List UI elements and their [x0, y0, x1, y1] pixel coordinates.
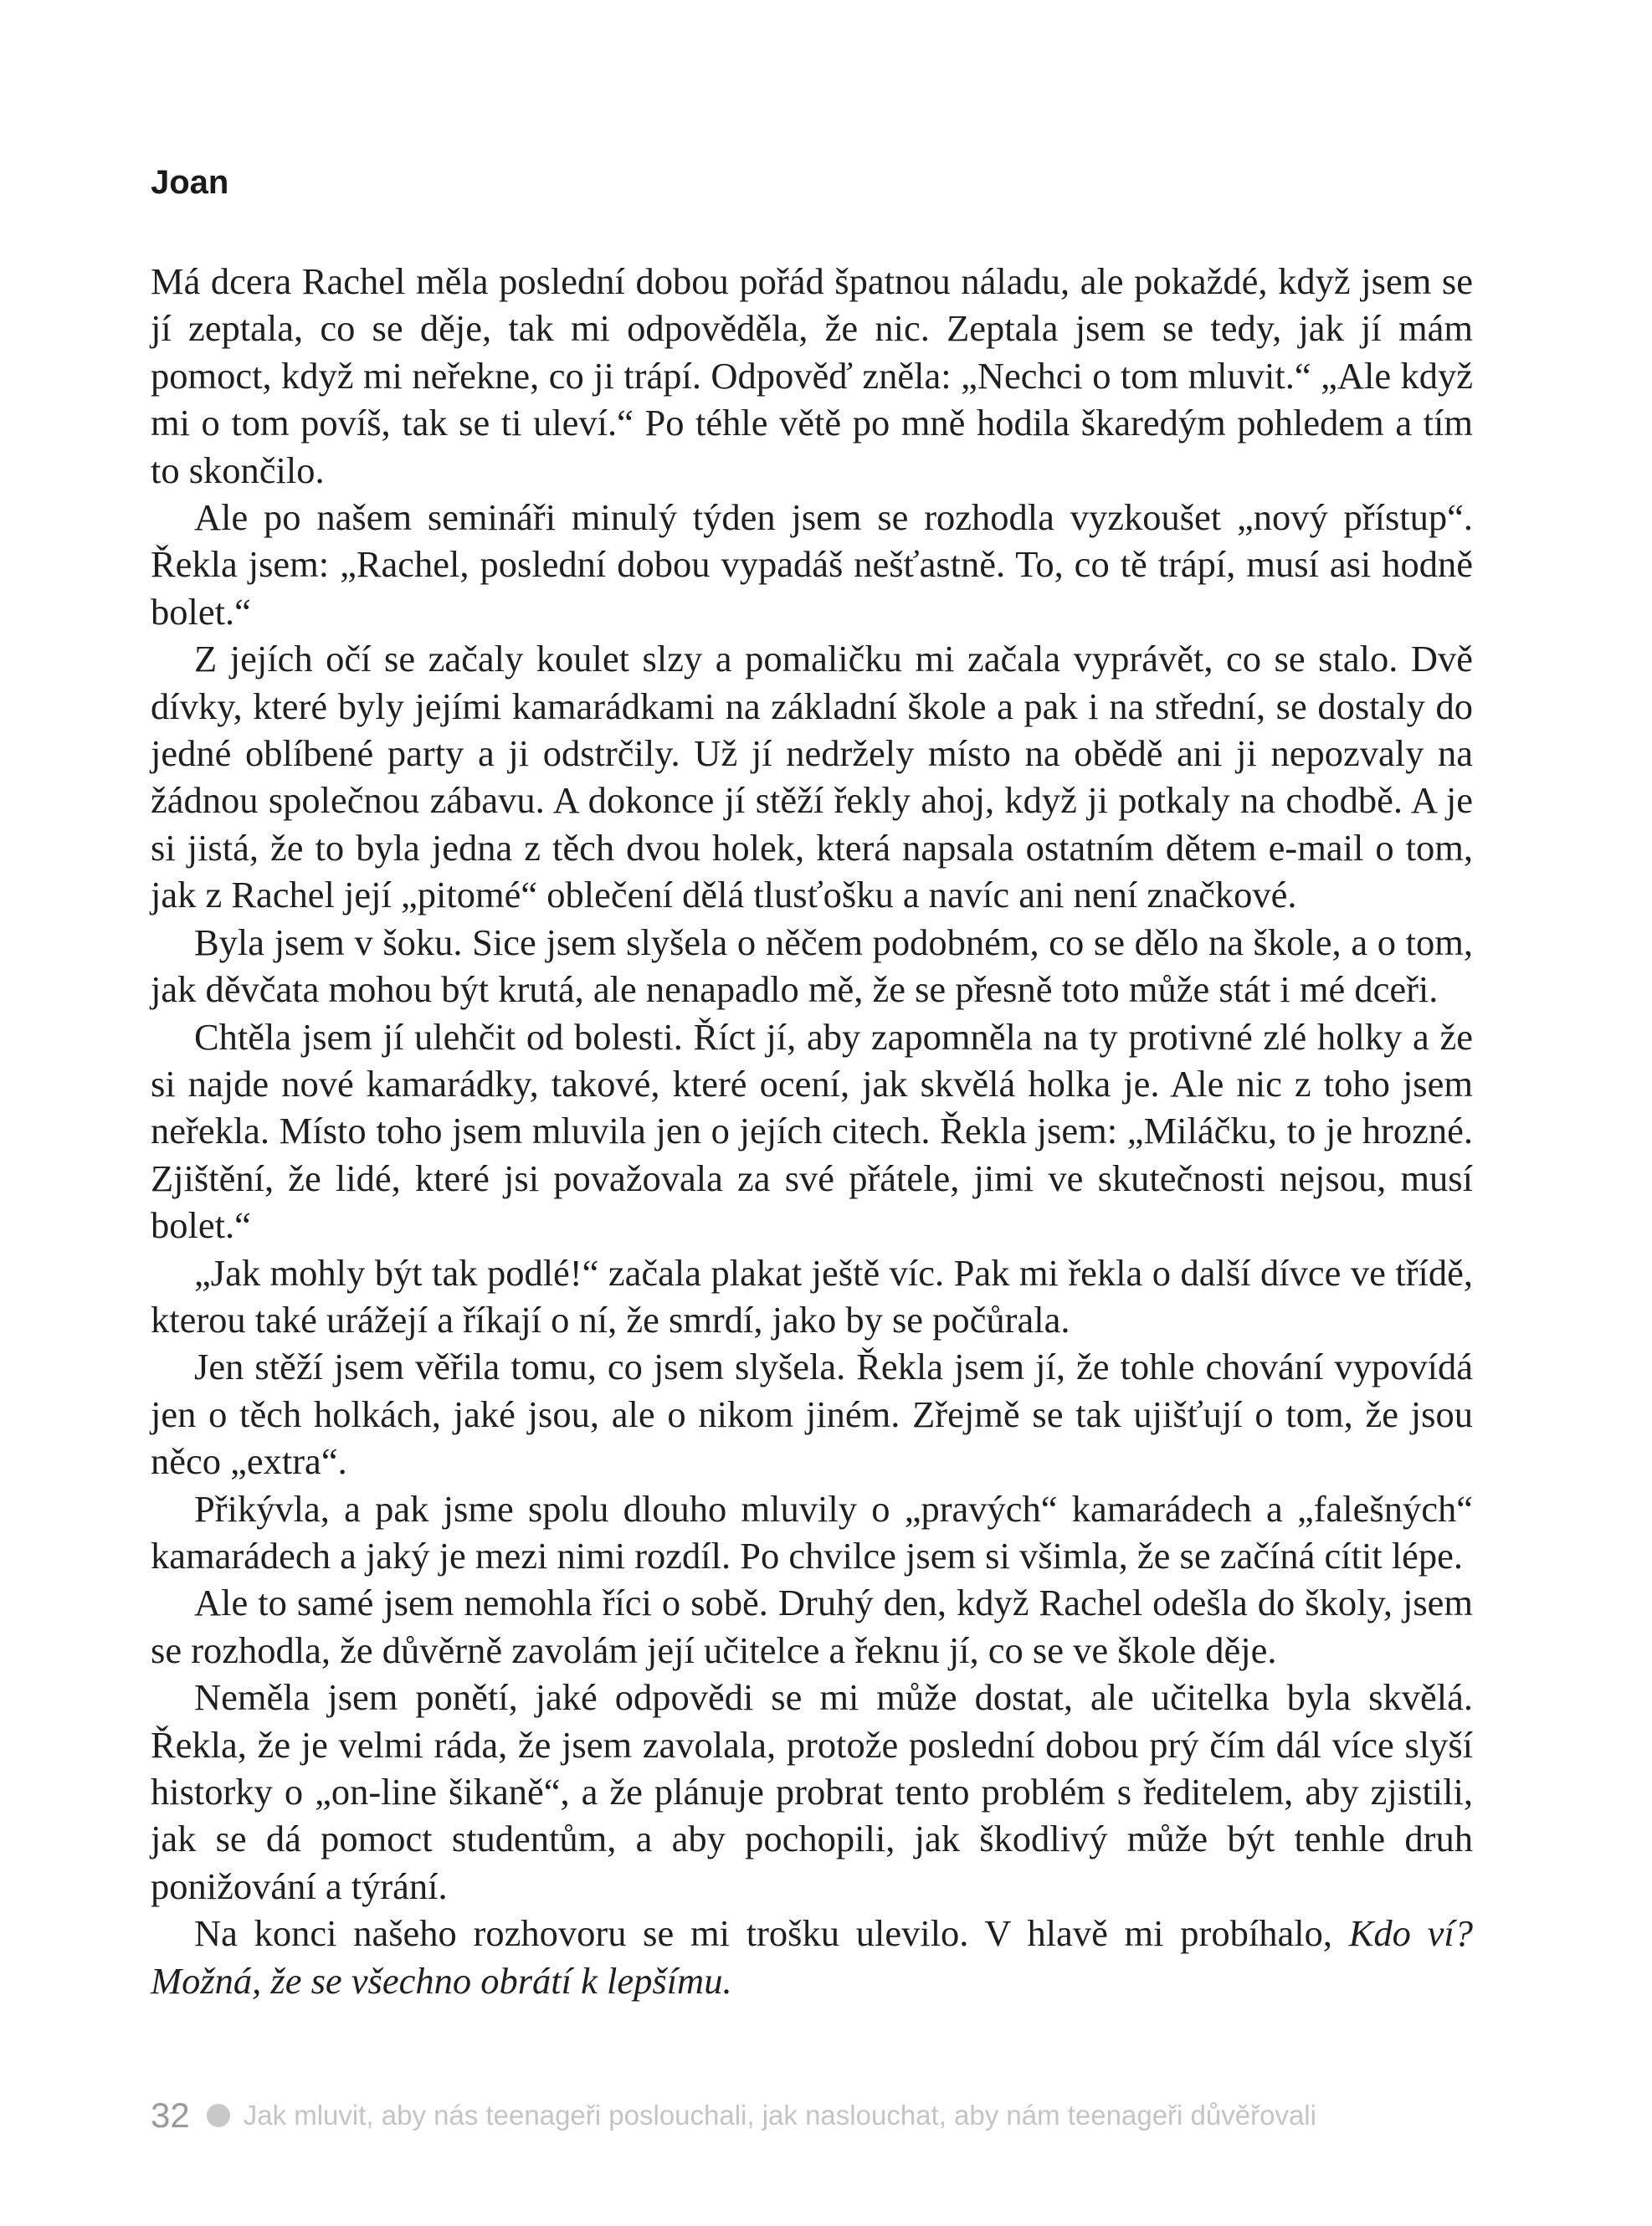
- body-text: [151, 258, 1473, 2004]
- paragraph: Má dcera Rachel měla poslední dobou pořád špatnou náladu, ale pokaždé, když jsem se jí zeptala, co se děje, tak mi odpověděla, že nic. Zeptala jsem se tedy, jak jí mám pomoct, když mi neřekne, co ji trápí. Odpověď zněla: „Nechci o tom mluvit.“ „Ale když mi o tom povíš, tak se ti uleví.“ Po téhle větě po mně hodila škaredým pohledem a tím to skončilo.: [151, 260, 1473, 491]
- paragraph: Z jejích očí se začaly koulet slzy a pomaličku mi začala vyprávět, co se stalo. Dvě dívky, které byly jejími kamarádkami na základní škole a pak i na střední, se dostaly do jedné oblíbené party a ji odstrčily. Už jí nedržely místo na obědě ani ji nepozvaly na žádnou společnou zábavu. A dokonce jí stěží řekly ahoj, když ji potkaly na chodbě. A je si jistá, že to byla jedna z těch dvou holek, která napsala ostatním dětem e-mail o tom, jak z Rachel její „pitomé“ oblečení dělá tlusťošku a navíc ani není značkové.: [151, 638, 1473, 916]
- paragraph: Ale to samé jsem nemohla říci o sobě. Druhý den, když Rachel odešla do školy, jsem se rozhodla, že důvěrně zavolám její učitelce a řeknu jí, co se ve škole děje.: [151, 1582, 1473, 1671]
- paragraph-last-text: Na konci našeho rozhovoru se mi trošku ulevilo. V hlavě mi probíhalo,: [194, 1912, 1349, 1955]
- page-number: 32: [151, 2095, 190, 2135]
- paragraph-last-italic: Kdo ví? Možná, že se všechno obrátí k lepšímu.: [151, 1912, 1473, 2002]
- paragraph: „Jak mohly být tak podlé!“ začala plakat ještě víc. Pak mi řekla o další dívce ve třídě, kterou také urážejí a říkají o ní, že smrdí, jako by se počůrala.: [151, 1251, 1473, 1341]
- paragraph: Ale po našem semináři minulý týden jsem se rozhodla vyzkoušet „nový přístup“. Řekla jsem: „Rachel, poslední dobou vypadáš nešťastně. To, co tě trápí, musí asi hodně bolet.“: [151, 496, 1473, 633]
- page-footer: [151, 2090, 1316, 2141]
- paragraph: Jen stěží jsem věřila tomu, co jsem slyšela. Řekla jsem jí, že tohle chování vypovídá jen o těch holkách, jaké jsou, ale o nikom jiném. Zřejmě se tak ujišťují o tom, že jsou něco „extra“.: [151, 1346, 1473, 1483]
- paragraph-last: [151, 1910, 1473, 2004]
- paragraph: Neměla jsem ponětí, jaké odpovědi se mi může dostat, ale učitelka byla skvělá. Řekla, že je velmi ráda, že jsem zavolala, protože poslední dobou prý čím dál více slyší historky o „on-line šikaně“, a že plánuje probrat tento problém s ředitelem, aby zjistili, jak se dá pomoct studentům, a aby pochopili, jak škodlivý může být tenhle druh ponižování a týrání.: [151, 1676, 1473, 1907]
- section-heading: Joan: [151, 164, 229, 201]
- paragraph: Byla jsem v šoku. Sice jsem slyšela o něčem podobném, co se dělo na škole, a o tom, jak děvčata mohou být krutá, ale nenapadlo mě, že se přesně toto může stát i mé dceři.: [151, 921, 1473, 1011]
- paragraph: Přikývla, a pak jsme spolu dlouho mluvily o „pravých“ kamarádech a „falešných“ kamarádech a jaký je mezi nimi rozdíl. Po chvilce jsem si všimla, že se začíná cítit lépe.: [151, 1487, 1473, 1577]
- paragraph: Chtěla jsem jí ulehčit od bolesti. Říct jí, aby zapomněla na ty protivné zlé holky a že si najde nové kamarádky, takové, které ocení, jak skvělá holka je. Ale nic z toho jsem neřekla. Místo toho jsem mluvila jen o jejích citech. Řekla jsem: „Miláčku, to je hrozné. Zjištění, že lidé, které jsi považovala za své přátele, jimi ve skutečnosti nejsou, musí bolet.“: [151, 1015, 1473, 1247]
- bullet-circle-icon: [207, 2104, 230, 2127]
- running-title: Jak mluvit, aby nás teenageři poslouchali, jak naslouchat, aby nám teenageři důvěřovali: [243, 2100, 1316, 2131]
